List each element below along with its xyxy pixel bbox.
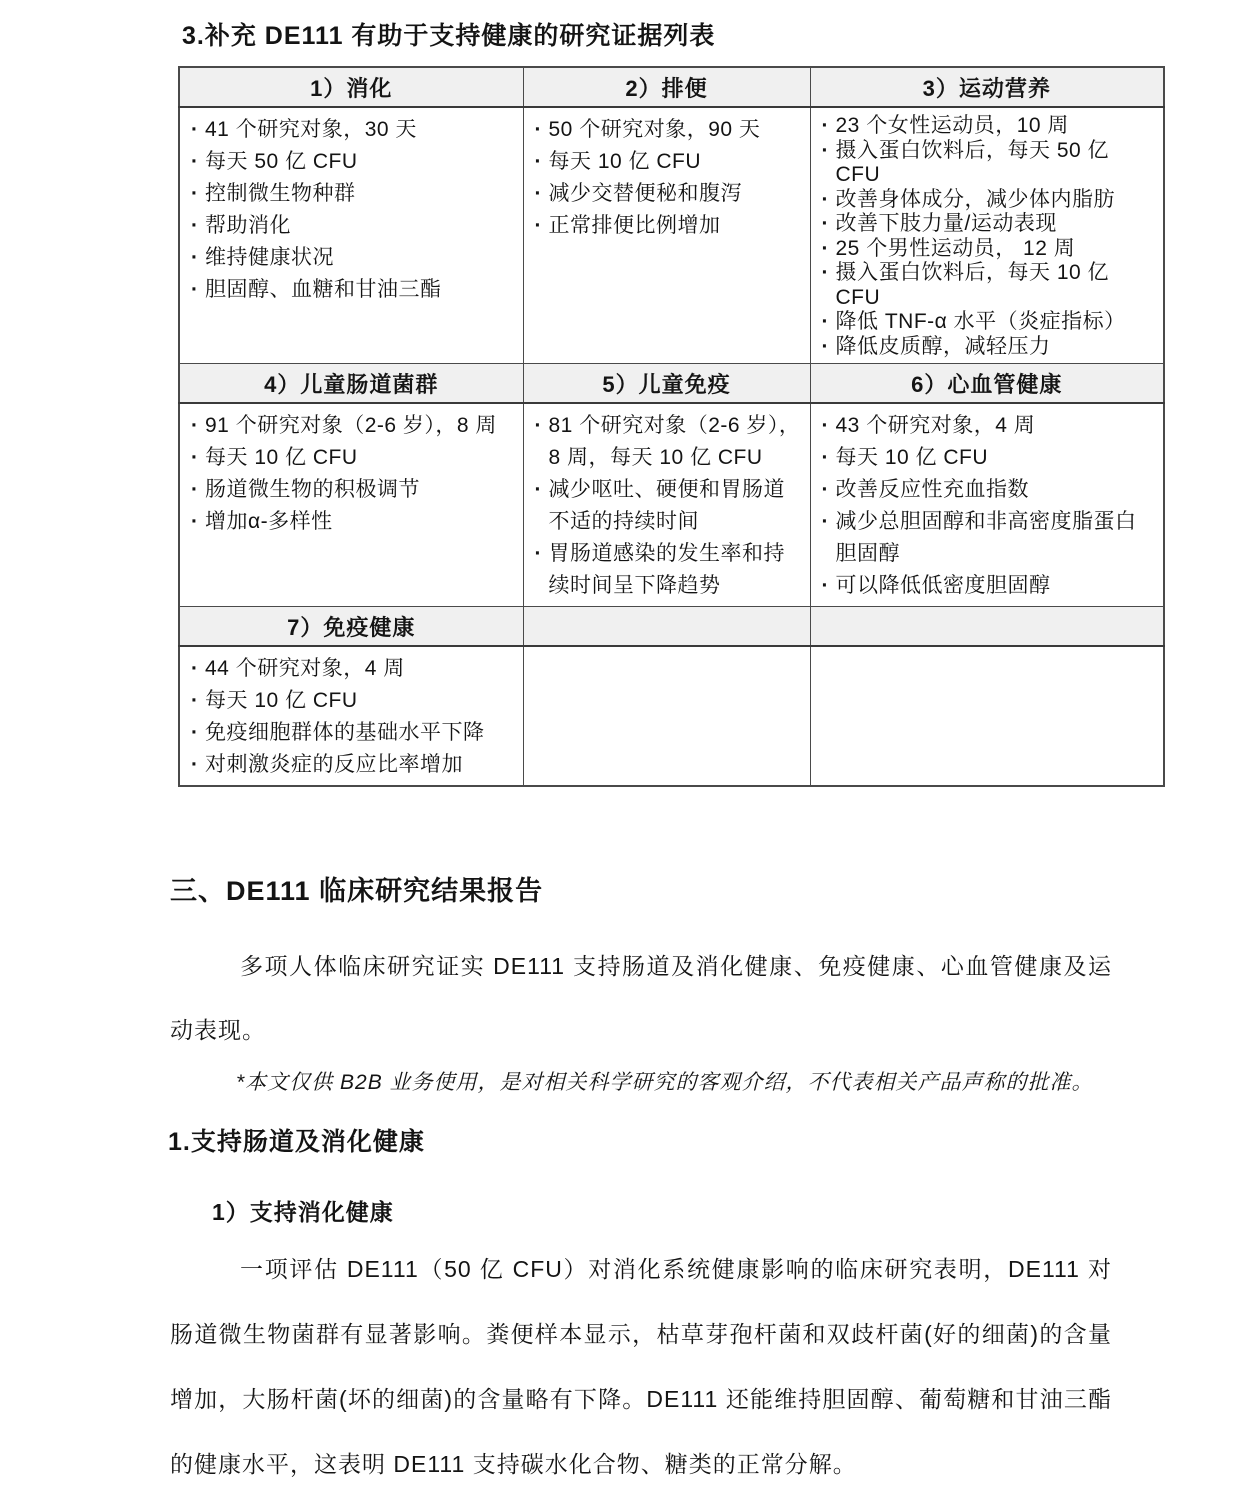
list-item: · 免疫细胞群体的基础水平下降	[188, 717, 515, 749]
list-item: · 可以降低低密度胆固醇	[819, 570, 1156, 602]
table-header-row	[179, 364, 1164, 404]
document-title: 3.补充 DE111 有助于支持健康的研究证据列表	[182, 22, 716, 50]
list-item: · 50 个研究对象，90 天	[532, 114, 802, 146]
table-header-row	[179, 67, 1164, 107]
list-item: · 肠道微生物的积极调节	[188, 474, 515, 506]
section-1-1-heading: 1）支持消化健康	[212, 1199, 394, 1225]
list-item: · 每天 10 亿 CFU	[188, 442, 515, 474]
list-item: · 减少总胆固醇和非高密度脂蛋白胆固醇	[819, 506, 1156, 570]
bullet-list	[819, 410, 1156, 602]
list-item: · 维持健康状况	[188, 242, 515, 274]
column-header-immune-health: 7）免疫健康	[179, 607, 523, 647]
table-row	[179, 403, 1164, 607]
column-header-cardio-health: 6）心血管健康	[810, 364, 1164, 404]
list-item: · 胆固醇、血糖和甘油三酯	[188, 274, 515, 306]
list-item: · 41 个研究对象，30 天	[188, 114, 515, 146]
list-item: · 控制微生物种群	[188, 178, 515, 210]
bullet-list	[819, 114, 1156, 359]
intro-paragraph: 多项人体临床研究证实 DE111 支持肠道及消化健康、免疫健康、心血管健康及运动表现。	[170, 953, 1112, 1043]
cell-empty	[523, 646, 810, 786]
column-header-sports-nutrition: 3）运动营养	[810, 67, 1164, 107]
list-item: · 每天 10 亿 CFU	[188, 685, 515, 717]
list-item: · 每天 10 亿 CFU	[819, 442, 1156, 474]
digestion-study-paragraph: 一项评估 DE111（50 亿 CFU）对消化系统健康影响的临床研究表明，DE111 对肠道微生物菌群有显著影响。粪便样本显示，枯草芽孢杆菌和双歧杆菌(好的细菌)的含量增加，大肠杆菌(坏的细菌)的含量略有下降。DE111 还能维持胆固醇、葡萄糖和甘油三酯的健康水平，这表明 DE111 支持碳水化合物、糖类的正常分解。	[170, 1256, 1112, 1477]
table-row	[179, 646, 1164, 786]
list-item: · 减少交替便秘和腹泻	[532, 178, 802, 210]
list-item: · 正常排便比例增加	[532, 210, 802, 242]
cell-empty	[810, 646, 1164, 786]
column-header-digestion: 1）消化	[179, 67, 523, 107]
list-item: · 25 个男性运动员， 12 周	[819, 237, 1156, 262]
list-item: · 91 个研究对象（2-6 岁），8 周	[188, 410, 515, 442]
column-header-child-gut-flora: 4）儿童肠道菌群	[179, 364, 523, 404]
cell-bowel	[523, 107, 810, 364]
column-header-bowel: 2）排便	[523, 67, 810, 107]
disclaimer-note: *本文仅供 B2B 业务使用，是对相关科学研究的客观介绍，不代表相关产品声称的批准。	[236, 1071, 1094, 1094]
cell-child-gut-flora	[179, 403, 523, 607]
list-item: · 减少呕吐、硬便和胃肠道不适的持续时间	[532, 474, 802, 538]
list-item: · 44 个研究对象，4 周	[188, 653, 515, 685]
table-row	[179, 107, 1164, 364]
bullet-list	[188, 653, 515, 781]
column-header-empty	[810, 607, 1164, 647]
table-header-row	[179, 607, 1164, 647]
cell-sports-nutrition	[810, 107, 1164, 364]
list-item: · 降低 TNF-α 水平（炎症指标）	[819, 310, 1156, 335]
list-item: · 23 个女性运动员，10 周	[819, 114, 1156, 139]
list-item: · 胃肠道感染的发生率和持续时间呈下降趋势	[532, 538, 802, 602]
report-section-heading: 三、DE111 临床研究结果报告	[170, 876, 544, 906]
cell-immune-health	[179, 646, 523, 786]
list-item: · 改善下肢力量/运动表现	[819, 212, 1156, 237]
evidence-table	[178, 66, 1165, 787]
list-item: · 帮助消化	[188, 210, 515, 242]
list-item: · 改善身体成分，减少体内脂肪	[819, 188, 1156, 213]
cell-child-immunity	[523, 403, 810, 607]
column-header-child-immunity: 5）儿童免疫	[523, 364, 810, 404]
list-item: · 增加α-多样性	[188, 506, 515, 538]
bullet-list	[532, 410, 802, 602]
list-item: · 对刺激炎症的反应比率增加	[188, 749, 515, 781]
list-item: · 改善反应性充血指数	[819, 474, 1156, 506]
list-item: · 降低皮质醇，减轻压力	[819, 335, 1156, 360]
cell-cardio-health	[810, 403, 1164, 607]
list-item: · 每天 50 亿 CFU	[188, 146, 515, 178]
column-header-empty	[523, 607, 810, 647]
bullet-list	[532, 114, 802, 242]
list-item: · 81 个研究对象（2-6 岁），8 周，每天 10 亿 CFU	[532, 410, 802, 474]
list-item: · 摄入蛋白饮料后，每天 50 亿 CFU	[819, 139, 1156, 188]
list-item: · 43 个研究对象，4 周	[819, 410, 1156, 442]
bullet-list	[188, 114, 515, 306]
list-item: · 每天 10 亿 CFU	[532, 146, 802, 178]
bullet-list	[188, 410, 515, 538]
cell-digestion	[179, 107, 523, 364]
section-1-heading: 1.支持肠道及消化健康	[168, 1128, 425, 1156]
list-item: · 摄入蛋白饮料后，每天 10 亿 CFU	[819, 261, 1156, 310]
